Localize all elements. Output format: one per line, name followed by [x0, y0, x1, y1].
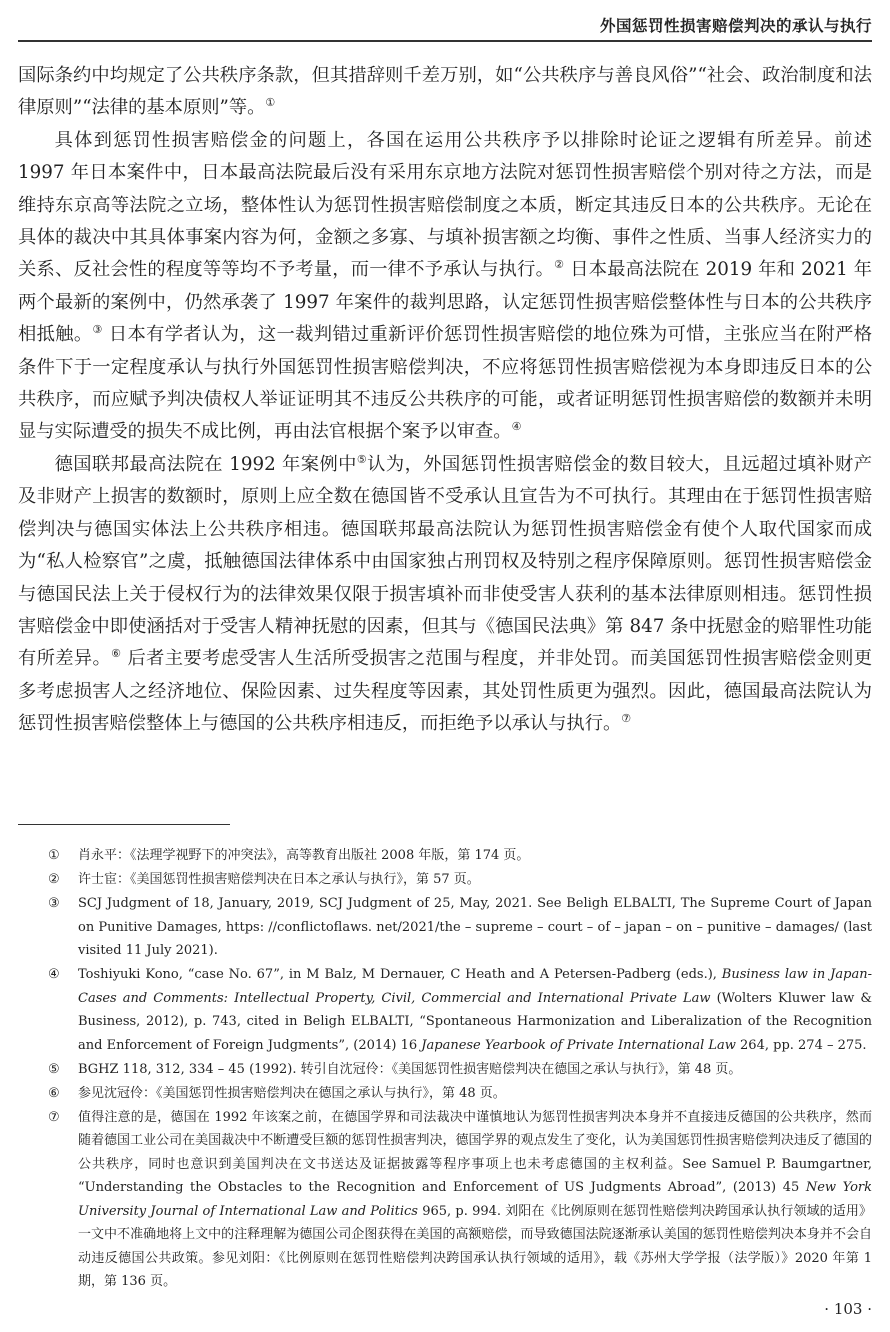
footnotes	[18, 844, 872, 1294]
footnote-text: 许士宦：《美国惩罚性损害赔偿判决在日本之承认与执行》，第 57 页。	[78, 872, 480, 887]
paragraph-2	[18, 125, 872, 449]
footnote-number: ①	[48, 848, 60, 863]
running-head	[18, 10, 872, 42]
footnote-number: ②	[48, 872, 60, 887]
footnote-number: ③	[48, 896, 60, 911]
footnote-journal-title: Japanese Yearbook of Private International Law	[421, 1037, 736, 1053]
footnote-book-title: Business law in Japan-Cases and Comments: Intellectual Property, Civil, Commercial and International Private Law	[78, 967, 872, 1006]
paragraph-2-text-c: 日本有学者认为，这一裁判错过重新评价惩罚性损害赔偿的地位殊为可惜，主张应当在附严格条件下于一定程度承认与执行外国惩罚性损害赔偿判决，不应将惩罚性损害赔偿视为本身即违反日本的公共秩序，而应赋予判决债权人举证证明其不违反公共秩序的可能，或者证明惩罚性损害赔偿的数额并未明显与实际遭受的损失不成比例，再由法官根据个案予以审查。	[18, 324, 872, 443]
footnote-ref-2[interactable]: ②	[554, 258, 565, 272]
footnote-7	[18, 1106, 872, 1294]
page-number: · 103 ·	[824, 1300, 872, 1318]
paragraph-3	[18, 449, 872, 741]
paragraph-2-text-b: 日本最高法院在 2019 年和 2021 年两个最新的案例中，仍然承袭了 1997 年案件的裁判思路，认定惩罚性损害赔偿整体性与日本的公共秩序相抵触。	[18, 259, 872, 346]
footnote-text-c: (Wolters Kluwer law & Business, 2012), p. 743, cited in Beligh ELBALTI, “Spontaneous Harmonization and Liberalization of the Recognition and Enforcement of Foreign Judgments”, (2014) 16	[78, 990, 872, 1053]
footnote-1	[18, 844, 872, 868]
footnote-text-a: 值得注意的是，德国在 1992 年该案之前，在德国学界和司法裁决中谨慎地认为惩罚性损害判决本身并不直接违反德国的公共秩序，然而随着德国工业公司在美国裁决中不断遭受巨额的惩罚性损害判决，德国学界的观点发生了变化，认为美国惩罚性损害赔偿判决违反了德国的公共秩序，同时也意识到美国判决在文书送达及证据披露等程序事项上也未考虑德国的主权利益。See Samuel P. Baumgartner, “Understanding the Obstacles to the Recognition and Enforcement of US Judgments Abroad”, (2013) 45	[78, 1109, 872, 1195]
footnote-text: 参见沈冠伶：《美国惩罚性损害赔偿判决在德国之承认与执行》，第 48 页。	[78, 1085, 506, 1101]
footnote-text-c: 965, p. 994. 刘阳在《比例原则在惩罚性赔偿判决跨国承认执行领域的适用》一文中不准确地将上文中的注释理解为德国公司企图获得在美国的高额赔偿，而导致德国法院逐渐承认美国的惩罚性赔偿判决本身并不会自动违反德国公共政策。参见刘阳：《比例原则在惩罚性赔偿判决跨国承认执行领域的适用》，载《苏州大学学报（法学版）》2020 年第 1 期，第 136 页。	[78, 1203, 872, 1289]
footnote-number: ④	[48, 967, 60, 982]
footnote-divider	[18, 824, 230, 825]
paragraph-3-text-c: 后者主要考虑受害人生活所受损害之范围与程度，并非处罚。而美国惩罚性损害赔偿金则更多考虑损害人之经济地位、保险因素、过失程度等因素，其处罚性质更为强烈。因此，德国最高法院认为惩罚性损害赔偿整体上与德国的公共秩序相违反，而拒绝予以承认与执行。	[18, 648, 872, 735]
footnote-ref-7[interactable]: ⑦	[621, 712, 632, 726]
footnote-ref-4[interactable]: ④	[511, 420, 522, 434]
footnote-number: ⑥	[48, 1085, 60, 1101]
running-title: 外国惩罚性损害赔偿判决的承认与执行	[599, 17, 872, 35]
footnote-number: ⑤	[48, 1061, 60, 1077]
paragraph-3-text-a: 德国联邦最高法院在 1992 年案例中	[54, 453, 357, 475]
footnote-3	[18, 892, 872, 963]
footnote-text-e: 264, pp. 274 – 275.	[735, 1037, 867, 1053]
footnote-text: BGHZ 118, 312, 334 – 45 (1992). 转引自沈冠伶：《美国惩罚性损害赔偿判决在德国之承认与执行》，第 48 页。	[78, 1061, 742, 1077]
footnote-6	[18, 1082, 872, 1106]
paragraph-1-text: 国际条约中均规定了公共秩序条款，但其措辞则千差万别，如“公共秩序与善良风俗”“社会、政治制度和法律原则”“法律的基本原则”等。	[18, 65, 872, 119]
paragraph-3-text-b: 认为，外国惩罚性损害赔偿金的数目较大，且远超过填补财产及非财产上损害的数额时，原则上应全数在德国皆不受承认且宣告为不可执行。其理由在于惩罚性损害赔偿判决与德国实体法上公共秩序相违。德国联邦最高法院认为惩罚性损害赔偿金有使个人取代国家而成为“私人检察官”之虞，抵触德国法律体系中由国家独占刑罚权及特别之程序保障原则。惩罚性损害赔偿金与德国民法上关于侵权行为的法律效果仅限于损害填补而非使受害人获利的基本法律原则相违。惩罚性损害赔偿金中即使涵括对于受害人精神抚慰的因素，但其与《德国民法典》第 847 条中抚慰金的赔罪性功能有所差异。	[18, 453, 872, 670]
footnote-ref-5[interactable]: ⑤	[356, 452, 368, 466]
paragraph-1	[18, 60, 872, 125]
main-text	[18, 60, 872, 741]
footnote-5	[18, 1058, 872, 1082]
footnote-ref-3[interactable]: ③	[92, 323, 103, 337]
footnote-text-a: Toshiyuki Kono, “case No. 67”, in M Balz, M Dernauer, C Heath and A Petersen-Padberg (eds.),	[78, 967, 722, 982]
footnote-4	[18, 963, 872, 1057]
paragraph-2-text-a: 具体到惩罚性损害赔偿金的问题上，各国在运用公共秩序予以排除时论证之逻辑有所差异。前述 1997 年日本案件中，日本最高法院最后没有采用东京地方法院对惩罚性损害赔偿个别对待之方法，而是维持东京高等法院之立场，整体性认为惩罚性损害赔偿制度之本质，断定其违反日本的公共秩序。无论在具体的裁决中其具体事案内容为何，金额之多寡、与填补损害额之均衡、事件之性质、当事人经济实力的关系、反社会性的程度等等均不予考量，而一律不予承认与执行。	[18, 129, 872, 281]
footnote-number: ⑦	[48, 1109, 60, 1125]
footnote-2	[18, 868, 872, 892]
footnote-journal-title: New York University Journal of International Law and Politics	[78, 1180, 872, 1219]
footnote-text: 肖永平：《法理学视野下的冲突法》，高等教育出版社 2008 年版，第 174 页。	[78, 848, 530, 863]
footnote-ref-1[interactable]: ①	[265, 96, 276, 110]
footnote-text: SCJ Judgment of 18, January, 2019, SCJ Judgment of 25, May, 2021. See Beligh ELBALTI, The Supreme Court of Japan on Punitive Damages, https: //conflictoflaws. net/2021/the – supreme – court – of – japan – on – punitive – damages/ (last visited 11 July 2021).	[78, 896, 872, 958]
footnote-ref-6[interactable]: ⑥	[111, 647, 122, 661]
